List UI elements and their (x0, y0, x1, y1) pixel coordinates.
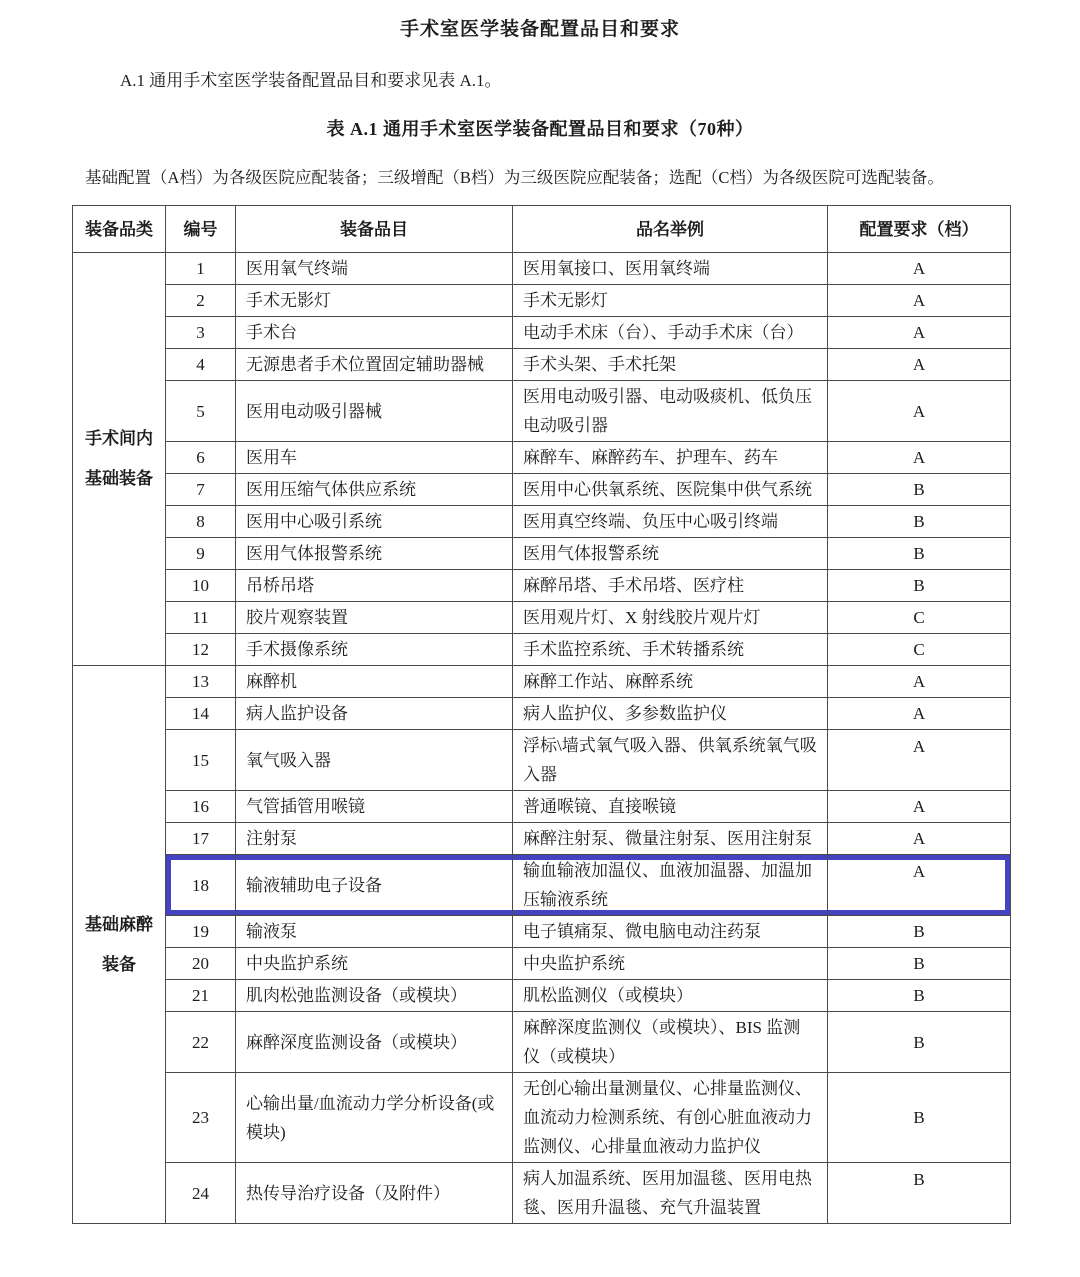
category-cell (73, 253, 166, 666)
item-cell: 无源患者手术位置固定辅助器械 (236, 349, 513, 381)
item-cell: 肌肉松弛监测设备（或模块） (236, 980, 513, 1012)
item-cell: 医用车 (236, 442, 513, 474)
row-number-cell: 24 (166, 1163, 236, 1224)
row-number-cell: 21 (166, 980, 236, 1012)
item-cell: 医用气体报警系统 (236, 538, 513, 570)
category-label-line: 基础麻醉 (85, 914, 153, 934)
table-row (73, 253, 1011, 285)
grade-cell: A (828, 855, 1011, 916)
header-examples: 品名举例 (513, 206, 828, 253)
item-cell: 麻醉深度监测设备（或模块） (236, 1012, 513, 1073)
category-cell (73, 666, 166, 1224)
table-row (73, 349, 1011, 381)
table-row (73, 698, 1011, 730)
table-caption: 表 A.1 通用手术室医学装备配置品目和要求（70种） (326, 119, 754, 139)
table-row (73, 791, 1011, 823)
grade-cell: B (828, 1163, 1011, 1224)
grade-cell: C (828, 602, 1011, 634)
examples-cell: 电子镇痛泵、微电脑电动注药泵 (513, 916, 828, 948)
grade-cell: A (828, 730, 1011, 791)
item-cell: 医用氧气终端 (236, 253, 513, 285)
row-number-cell: 4 (166, 349, 236, 381)
item-cell: 注射泵 (236, 823, 513, 855)
category-label-line: 装备 (102, 954, 136, 974)
grade-cell: B (828, 1073, 1011, 1163)
grade-cell: A (828, 442, 1011, 474)
examples-cell: 普通喉镜、直接喉镜 (513, 791, 828, 823)
grade-cell: A (828, 317, 1011, 349)
item-cell: 医用中心吸引系统 (236, 506, 513, 538)
examples-cell: 医用氧接口、医用氧终端 (513, 253, 828, 285)
grade-cell: A (828, 253, 1011, 285)
row-number-cell: 9 (166, 538, 236, 570)
table-row (73, 381, 1011, 442)
grade-cell: A (828, 698, 1011, 730)
row-number-cell: 17 (166, 823, 236, 855)
row-number-cell: 3 (166, 317, 236, 349)
examples-cell: 手术头架、手术托架 (513, 349, 828, 381)
examples-cell: 医用电动吸引器、电动吸痰机、低负压电动吸引器 (513, 381, 828, 442)
row-number-cell: 12 (166, 634, 236, 666)
item-cell: 麻醉机 (236, 666, 513, 698)
examples-cell: 医用真空终端、负压中心吸引终端 (513, 506, 828, 538)
item-cell: 氧气吸入器 (236, 730, 513, 791)
examples-cell: 中央监护系统 (513, 948, 828, 980)
examples-cell: 麻醉注射泵、微量注射泵、医用注射泵 (513, 823, 828, 855)
table-row (73, 602, 1011, 634)
examples-cell: 医用中心供氧系统、医院集中供气系统 (513, 474, 828, 506)
header-item: 装备品目 (236, 206, 513, 253)
examples-cell: 麻醉吊塔、手术吊塔、医疗柱 (513, 570, 828, 602)
header-grade: 配置要求（档） (828, 206, 1011, 253)
row-number-cell: 15 (166, 730, 236, 791)
intro-paragraph: A.1 通用手术室医学装备配置品目和要求见表 A.1。 (120, 71, 502, 90)
row-number-cell: 6 (166, 442, 236, 474)
grade-cell: B (828, 916, 1011, 948)
grade-cell: A (828, 823, 1011, 855)
examples-cell: 手术无影灯 (513, 285, 828, 317)
item-cell: 病人监护设备 (236, 698, 513, 730)
examples-cell: 病人加温系统、医用加温毯、医用电热毯、医用升温毯、充气升温装置 (513, 1163, 828, 1224)
grade-cell: B (828, 1012, 1011, 1073)
table-row (73, 980, 1011, 1012)
table-row (73, 570, 1011, 602)
item-cell: 医用压缩气体供应系统 (236, 474, 513, 506)
item-cell: 胶片观察装置 (236, 602, 513, 634)
grade-cell: C (828, 634, 1011, 666)
table-row (73, 1012, 1011, 1073)
grade-cell: B (828, 570, 1011, 602)
category-label-line: 基础装备 (85, 469, 153, 488)
table-header-row (73, 206, 1011, 253)
row-number-cell: 20 (166, 948, 236, 980)
table-row (73, 442, 1011, 474)
row-number-cell: 8 (166, 506, 236, 538)
row-number-cell: 11 (166, 602, 236, 634)
table-row (73, 634, 1011, 666)
grade-cell: A (828, 666, 1011, 698)
table-row (73, 948, 1011, 980)
examples-cell: 肌松监测仪（或模块） (513, 980, 828, 1012)
item-cell: 输液泵 (236, 916, 513, 948)
category-label-line: 手术间内 (85, 429, 153, 448)
examples-cell: 麻醉车、麻醉药车、护理车、药车 (513, 442, 828, 474)
table-row (73, 666, 1011, 698)
table-row (73, 285, 1011, 317)
item-cell: 手术摄像系统 (236, 634, 513, 666)
item-cell: 医用电动吸引器械 (236, 381, 513, 442)
grade-cell: A (828, 349, 1011, 381)
table-row (73, 730, 1011, 791)
item-cell: 手术无影灯 (236, 285, 513, 317)
examples-cell: 无创心输出量测量仪、心排量监测仪、血流动力检测系统、有创心脏血液动力监测仪、心排量血液动力监护仪 (513, 1073, 828, 1163)
table-row (73, 916, 1011, 948)
table-row (73, 506, 1011, 538)
examples-cell: 医用气体报警系统 (513, 538, 828, 570)
item-cell: 热传导治疗设备（及附件） (236, 1163, 513, 1224)
item-cell: 输液辅助电子设备 (236, 855, 513, 916)
examples-cell: 麻醉深度监测仪（或模块）、BIS 监测仪（或模块） (513, 1012, 828, 1073)
table-row (73, 474, 1011, 506)
grade-cell: A (828, 381, 1011, 442)
grade-cell: B (828, 538, 1011, 570)
examples-cell: 病人监护仪、多参数监护仪 (513, 698, 828, 730)
grade-cell: A (828, 285, 1011, 317)
table-row (73, 855, 1011, 916)
item-cell: 心输出量/血流动力学分析设备(或模块) (236, 1073, 513, 1163)
table-row (73, 1073, 1011, 1163)
row-number-cell: 1 (166, 253, 236, 285)
item-cell: 手术台 (236, 317, 513, 349)
item-cell: 中央监护系统 (236, 948, 513, 980)
examples-cell: 麻醉工作站、麻醉系统 (513, 666, 828, 698)
row-number-cell: 5 (166, 381, 236, 442)
grade-cell: B (828, 948, 1011, 980)
item-cell: 气管插管用喉镜 (236, 791, 513, 823)
examples-cell: 电动手术床（台）、手动手术床（台） (513, 317, 828, 349)
row-number-cell: 16 (166, 791, 236, 823)
note-line: 基础配置（A档）为各级医院应配装备；三级增配（B档）为三级医院应配装备；选配（C档）为各级医院可选配装备。 (85, 168, 944, 187)
table-row (73, 823, 1011, 855)
row-number-cell: 7 (166, 474, 236, 506)
equipment-table (72, 205, 1011, 1224)
grade-cell: B (828, 474, 1011, 506)
examples-cell: 浮标\墙式氧气吸入器、供氧系统氧气吸入器 (513, 730, 828, 791)
item-cell: 吊桥吊塔 (236, 570, 513, 602)
grade-cell: A (828, 791, 1011, 823)
row-number-cell: 18 (166, 855, 236, 916)
page-title: 手术室医学装备配置品目和要求 (399, 19, 680, 40)
table-row (73, 538, 1011, 570)
header-category: 装备品类 (73, 206, 166, 253)
row-number-cell: 19 (166, 916, 236, 948)
grade-cell: B (828, 506, 1011, 538)
examples-cell: 输血输液加温仪、血液加温器、加温加压输液系统 (513, 855, 828, 916)
examples-cell: 医用观片灯、X 射线胶片观片灯 (513, 602, 828, 634)
row-number-cell: 23 (166, 1073, 236, 1163)
examples-cell: 手术监控系统、手术转播系统 (513, 634, 828, 666)
table-row (73, 1163, 1011, 1224)
row-number-cell: 13 (166, 666, 236, 698)
row-number-cell: 22 (166, 1012, 236, 1073)
grade-cell: B (828, 980, 1011, 1012)
table-row (73, 317, 1011, 349)
row-number-cell: 14 (166, 698, 236, 730)
row-number-cell: 10 (166, 570, 236, 602)
row-number-cell: 2 (166, 285, 236, 317)
header-number: 编号 (166, 206, 236, 253)
